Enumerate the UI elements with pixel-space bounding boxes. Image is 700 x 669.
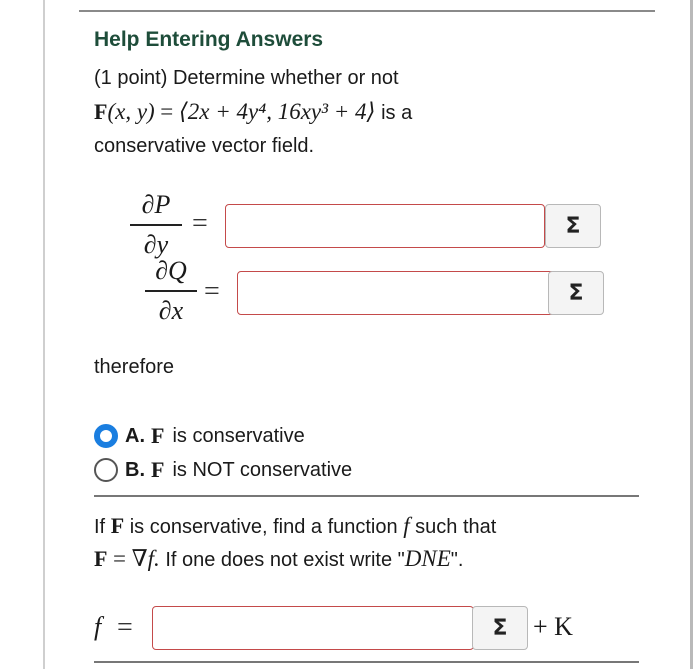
plus-k-suffix: + K bbox=[533, 612, 573, 641]
part2-text: ". bbox=[450, 549, 464, 571]
choice-b[interactable] bbox=[94, 457, 352, 483]
field-symbol: F bbox=[94, 99, 108, 124]
is-a-text: is a bbox=[381, 102, 413, 124]
field-expression: ⟨2x + 4y⁴, 16xy³ + 4⟩ bbox=[178, 99, 376, 124]
radio-selected-icon[interactable] bbox=[94, 424, 118, 448]
fraction-numerator: ∂P bbox=[141, 190, 171, 219]
equation-editor-button[interactable]: Σ bbox=[472, 606, 528, 650]
partial-p-y-fraction bbox=[130, 190, 182, 260]
part2-equals: = bbox=[113, 546, 126, 571]
field-equals: = bbox=[160, 99, 174, 124]
equals-sign: = bbox=[204, 276, 220, 307]
part2-text: such that bbox=[415, 516, 497, 538]
choice-symbol: F bbox=[151, 423, 165, 448]
equals-sign: = bbox=[192, 208, 208, 239]
field-args: (x, y) bbox=[107, 99, 155, 124]
choice-letter: A. bbox=[125, 424, 145, 447]
f-label: f bbox=[94, 612, 102, 641]
part2-dne: DNE bbox=[404, 546, 451, 571]
problem-statement bbox=[94, 62, 674, 164]
choice-text: is NOT conservative bbox=[172, 458, 353, 481]
fraction-denominator: ∂y bbox=[143, 229, 169, 259]
therefore-text: therefore bbox=[94, 356, 175, 378]
choice-letter: B. bbox=[125, 458, 145, 481]
part2-gradient: ∇f. bbox=[131, 546, 160, 571]
page-scrollbar[interactable] bbox=[690, 0, 693, 669]
part2-prompt bbox=[94, 510, 496, 576]
equals-sign: = bbox=[117, 612, 133, 643]
bottom-divider bbox=[94, 661, 639, 663]
partial-q-x-fraction bbox=[145, 256, 197, 326]
choice-symbol: F bbox=[151, 457, 165, 482]
section-divider bbox=[94, 495, 639, 497]
fraction-numerator: ∂Q bbox=[155, 256, 187, 285]
part2-text: If one does not exist write " bbox=[165, 549, 405, 571]
fraction-denominator: ∂x bbox=[158, 295, 184, 325]
part2-function-symbol: f bbox=[403, 513, 410, 538]
prompt-tail: conservative vector field. bbox=[94, 135, 315, 157]
part2-field-symbol: F bbox=[94, 546, 108, 571]
radio-unselected-icon[interactable] bbox=[94, 458, 118, 482]
help-entering-answers-link[interactable]: Help Entering Answers bbox=[94, 28, 324, 51]
part2-field-symbol: F bbox=[110, 513, 125, 538]
part2-text: is conservative, find a function bbox=[129, 516, 398, 538]
prompt-text: Determine whether or not bbox=[172, 67, 399, 89]
choice-a[interactable] bbox=[94, 423, 305, 449]
equation-editor-button[interactable]: Σ bbox=[545, 204, 601, 248]
page-left-border bbox=[43, 0, 45, 669]
top-divider bbox=[79, 10, 655, 12]
part2-text: If bbox=[94, 516, 106, 538]
points-label: (1 point) bbox=[94, 67, 168, 89]
f-function-input[interactable] bbox=[152, 606, 474, 650]
dq-dx-input[interactable] bbox=[237, 271, 557, 315]
dp-dy-input[interactable] bbox=[225, 204, 545, 248]
choice-text: is conservative bbox=[172, 424, 305, 447]
fraction-bar bbox=[145, 290, 197, 292]
fraction-bar bbox=[130, 224, 182, 226]
equation-editor-button[interactable]: Σ bbox=[548, 271, 604, 315]
